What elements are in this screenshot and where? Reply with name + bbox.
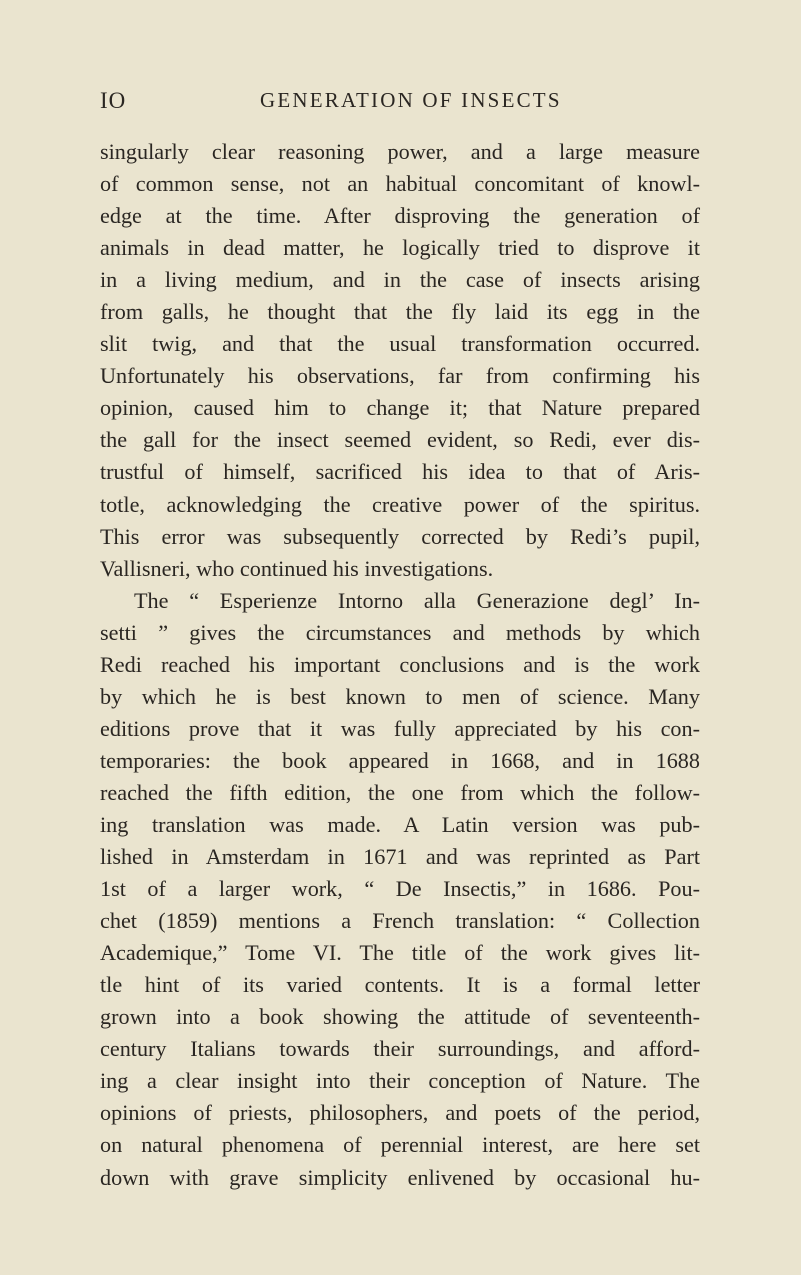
text-line: editions prove that it was fully appreciated by his con-	[100, 715, 700, 741]
text-line: opinions of priests, philosophers, and poets of the period,	[100, 1100, 700, 1126]
text-line: slit twig, and that the usual transformation occurred.	[100, 331, 700, 357]
text-line: on natural phenomena of perennial interest, are here set	[100, 1132, 700, 1158]
text-line: singularly clear reasoning power, and a large measure	[100, 139, 700, 164]
text-line: 1st of a larger work, “ De Insectis,” in 1686. Pou-	[100, 876, 700, 902]
text-line: Vallisneri, who continued his investigations.	[100, 555, 494, 581]
text-line: Redi reached his important conclusions and is the work	[100, 651, 700, 677]
text-line: The “ Esperienze Intorno alla Generazione degl’ In-	[134, 587, 700, 613]
text-line: edge at the time. After disproving the generation of	[100, 203, 700, 229]
text-line: chet (1859) mentions a French translation: “ Collection	[100, 908, 700, 934]
text-line: Unfortunately his observations, far from confirming his	[100, 363, 700, 389]
text-line: by which he is best known to men of science. Many	[100, 683, 700, 709]
text-line: from galls, he thought that the fly laid its egg in the	[100, 299, 700, 325]
text-line: setti ” gives the circumstances and methods by which	[100, 619, 700, 645]
running-head	[100, 88, 700, 118]
text-line: down with grave simplicity enlivened by occasional hu-	[100, 1164, 700, 1190]
text-line: This error was subsequently corrected by Redi’s pupil,	[100, 523, 700, 549]
body-text	[100, 136, 700, 1194]
text-line: reached the fifth edition, the one from which the follow-	[100, 779, 700, 805]
running-title: GENERATION OF INSECTS	[260, 88, 562, 112]
text-line: tle hint of its varied contents. It is a formal letter	[100, 972, 700, 998]
text-line: temporaries: the book appeared in 1668, and in 1688	[100, 747, 700, 773]
text-line: the gall for the insect seemed evident, so Redi, ever dis-	[100, 427, 700, 453]
text-line: ing a clear insight into their conception of Nature. The	[100, 1068, 700, 1094]
text-line: century Italians towards their surroundings, and afford-	[100, 1036, 700, 1062]
text-line: animals in dead matter, he logically tried to disprove it	[100, 235, 700, 261]
text-line: trustful of himself, sacrificed his idea to that of Aris-	[100, 459, 700, 485]
text-line: totle, acknowledging the creative power of the spiritus.	[100, 491, 700, 517]
text-line: Academique,” Tome VI. The title of the work gives lit-	[100, 940, 700, 966]
page-number: IO	[100, 88, 127, 113]
text-line: of common sense, not an habitual concomitant of knowl-	[100, 171, 700, 197]
text-line: in a living medium, and in the case of insects arising	[100, 267, 700, 293]
text-line: ing translation was made. A Latin version was pub-	[100, 811, 700, 837]
text-line: grown into a book showing the attitude of seventeenth-	[100, 1004, 700, 1030]
text-line: opinion, caused him to change it; that Nature prepared	[100, 395, 700, 421]
text-line: lished in Amsterdam in 1671 and was reprinted as Part	[100, 844, 700, 870]
